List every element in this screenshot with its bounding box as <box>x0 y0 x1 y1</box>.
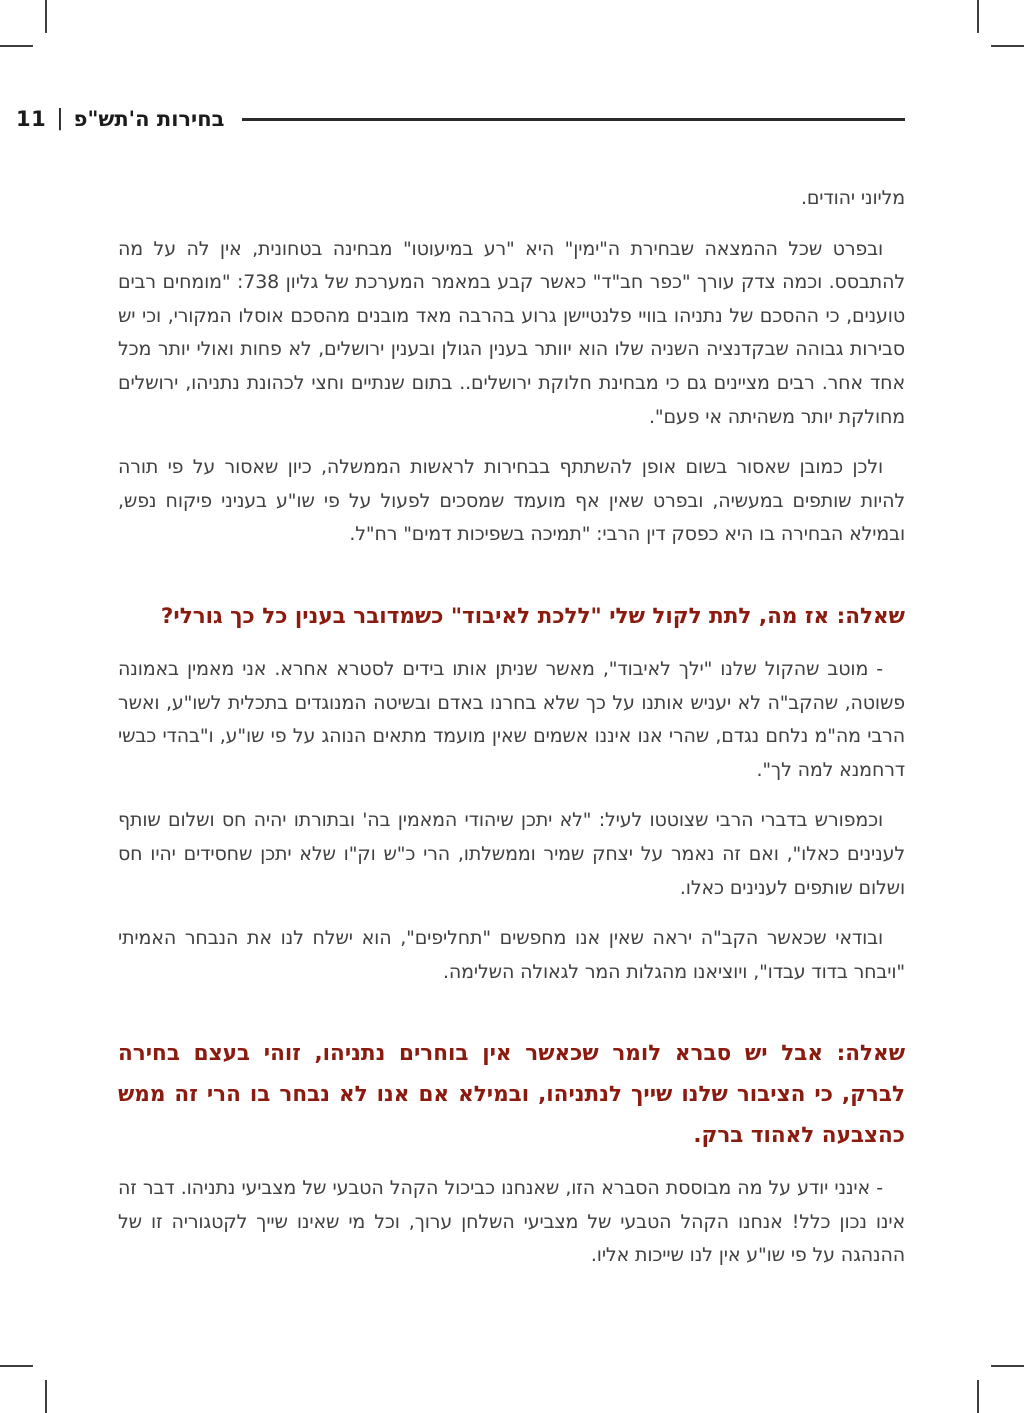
crop-mark-bottom-left-vertical <box>45 1380 47 1413</box>
paragraph-continuation: מליוני יהודים. <box>800 187 905 209</box>
crop-mark-bottom-right-vertical <box>977 1380 979 1413</box>
crop-mark-bottom-left-horizontal <box>0 1365 33 1367</box>
header-title: בחירות ה'תש"פ <box>73 107 225 131</box>
crop-mark-top-left-vertical <box>45 0 47 33</box>
answer-1-paragraph-2: וכמפורש בדברי הרבי שצוטטו לעיל: "לא יתכן שיהודי המאמין בה' ובתורתו יהיה חס ושלום שותף לענינים כאלו", ואם זה נאמר על יצחק שמיר וממשלתו, הרי כ"ש וק"ו שלא יתכן שחסידים יהיו חס ושלום שותפים לענינים כאלו. <box>118 809 905 899</box>
header-separator: | <box>56 105 64 131</box>
body-paragraph-2: ולכן כמובן שאסור בשום אופן להשתתף בבחירות לראשות הממשלה, כיון שאסור על פי תורה להיות שותפים במעשיה, ובפרט שאין אף מועמד שמסכים לפעול על פי שו"ע בעניני פיקוח נפש, ובמילא הבחירה בו היא כפסק דין הרבי: "תמיכה בשפיכות דמים" רח"ל. <box>118 456 905 546</box>
question-heading-1: שאלה: אז מה, לתת לקול שלי "ללכת לאיבוד" כשמדובר בענין כל כך גורלי? <box>160 603 905 629</box>
header-rule <box>242 118 905 121</box>
article-body <box>118 182 905 1290</box>
question-heading-2: שאלה: אבל יש סברא לומר שכאשר אין בוחרים נתניהו, זוהי בעצם בחירה לברק, כי הציבור שלנו שייך לנתניהו, ובמילא אם אנו לא נבחר בו הרי זה ממש כהצבעה לאהוד ברק. <box>118 1041 905 1149</box>
answer-2-paragraph-1: - אינני יודע על מה מבוססת הסברא הזו, שאנחנו כביכול הקהל הטבעי של מצביעי נתניהו. דבר זה אינו נכון כלל! אנחנו הקהל הטבעי של מצביעי השלחן ערוך, וכל מי שאינו שייך לקטגוריה זו של ההנהגה על פי שו"ע אין לנו שייכות אליו. <box>118 1177 905 1267</box>
answer-1-paragraph-3: ובודאי שכאשר הקב"ה יראה שאין אנו מחפשים "תחליפים", הוא ישלח לנו את הנבחר האמיתי "ויבחר בדוד עבדו", ויוציאנו מהגלות המר לגאולה השלימה. <box>118 927 905 983</box>
crop-mark-bottom-right-horizontal <box>991 1365 1024 1367</box>
crop-mark-top-right-vertical <box>977 0 979 33</box>
answer-1-paragraph-1: - מוטב שהקול שלנו "ילך לאיבוד", מאשר שניתן אותו בידים לסטרא אחרא. אני מאמין באמונה פשוטה, שהקב"ה לא יעניש אותנו על כך שלא בחרנו באדם ובשיטה המנוגדים בתכלית לשו"ע, ואשר הרבי מה"מ נלחם נגדם, שהרי אנו איננו אשמים שאין מועמד מתאים הנוהג על פי שו"ע, ו"בהדי כבשי דרחמנא למה לך". <box>118 657 905 781</box>
page-header <box>16 102 905 136</box>
crop-mark-top-right-horizontal <box>991 45 1024 47</box>
crop-mark-top-left-horizontal <box>0 45 33 47</box>
page-number: 11 <box>16 107 47 131</box>
body-paragraph-1: ובפרט שכל ההמצאה שבחירת ה"ימין" היא "רע במיעוטו" מבחינה בטחונית, אין לה על מה להתבסס. וכמה צדק עורך "כפר חב"ד" כאשר קבע במאמר המערכת של גליון 738: "מומחים רבים טוענים, כי ההסכם של נתניהו בוויי פלנטיישן גרוע בהרבה מאד מובנים מהסכם אוסלו המקורי, וכי יש סבירות גבוהה שבקדנציה השניה שלו הוא יוותר בענין הגולן ובענין ירושלים, לא פחות ואולי יותר מכל אחד אחר. רבים מציינים גם כי מבחינת חלוקת ירושלים.. בתום שנתיים וחצי לכהונת נתניהו, ירושלים מחולקת יותר משהיתה אי פעם". <box>118 237 905 428</box>
